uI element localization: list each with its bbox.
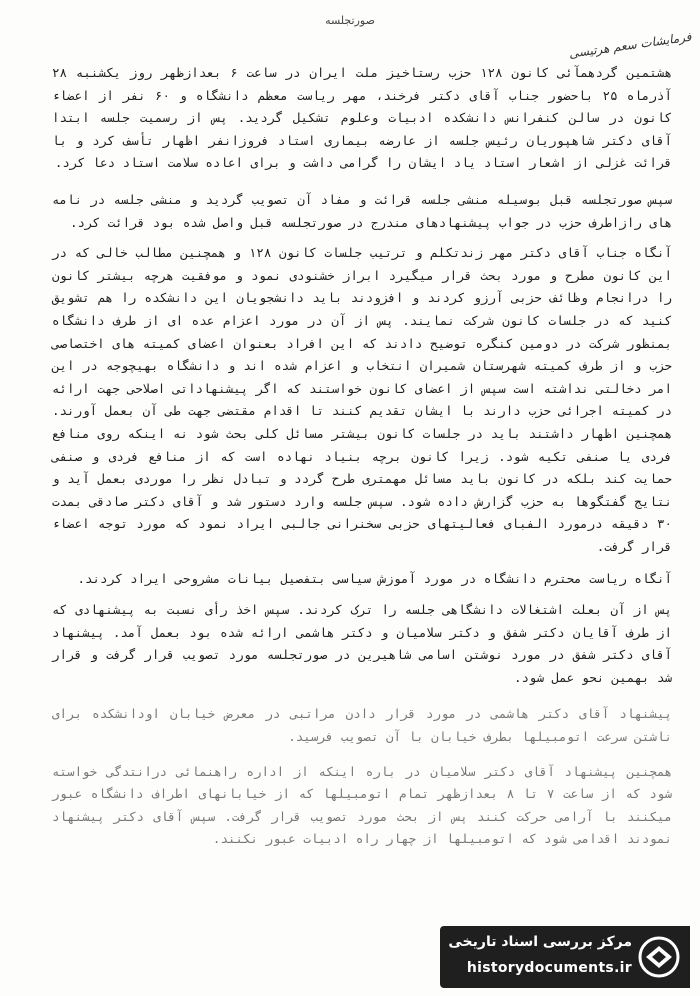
paragraph-opening: هشتمین گردهمآئی کانون ۱۲۸ حزب رستاخیز ملت ایران در ساعت ۶ بعدازظهر روز یکشنبه ۲۸ آذرماه ۲۵ باحضور جناب آقای دکتر فرخند، مهر ریاست معظم دانشگاه و ۶۰ نفر از اعضاء کانون در سالن کنفرانس دانشکده ادبیات وعلوم تشکیل گردید. پس از رسمیت جلسه ابتدا آقای دکتر شاهپوریان رئیس جلسه از عارضه بیماری استاد فروزانفر اظهار تأسف کرد و با قرائت غزلی از اشعار استاد یاد ایشان را گرامی داشت و برای اعاده سلامت استاد دعا کرد. bbox=[52, 65, 672, 171]
paragraph-hashemi-proposal: پیشنهاد آقای دکتر هاشمی در مورد قرار دادن مراتبی در معرض خیابان اودانشکده برای ناشتن سرعت اتومبیلها بطرف خیابان با آن تصویب فرسید. bbox=[52, 706, 672, 745]
archive-watermark-banner bbox=[440, 926, 690, 988]
document-header: صورتجلسه bbox=[325, 14, 375, 27]
paragraph-minutes-read: سپس صورتجلسه قبل بوسیله منشی جلسه قرائت و مفاد آن تصویب گردید و منشی جلسه در نامه های رازاطرف حزب در جواب پیشنهادهای مندرج در صورتجلسه قبل واصل شده بود قرائت کرد. bbox=[52, 191, 672, 230]
paragraph-vote: پس از آن بعلت اشتغالات دانشگاهی جلسه را ترک کردند. سپس اخذ رأی نسبت به پیشنهادی که از طرف آقایان دکتر شفق و دکتر سلامیان و دکتر هاشمی ارائه شده بود بعمل آمد. پیشنهاد آقای دکتر شفق در مورد نوشتن اسامی شاهیرین در صورتجلسه مورد تصویب قرار گرفت و قرار شد بهمین نحو عمل شود. bbox=[52, 602, 672, 685]
archive-stamp-icon bbox=[638, 936, 680, 978]
paragraph-political-education: آنگاه ریاست محترم دانشگاه در مورد آموزش سیاسی بتفصیل بیانات مشروحی ایراد کردند. bbox=[77, 571, 672, 587]
archive-url: historydocuments.ir bbox=[466, 960, 632, 976]
document-body bbox=[52, 62, 672, 851]
archive-title: مرکز بررسی اسناد تاریخی bbox=[448, 934, 632, 950]
paragraph-salamian-proposal: همچنین پیشنهاد آقای دکتر سلامیان در باره اینکه از اداره راهنمائی درانتدگی خواسته شود که از ساعت ۷ تا ۸ بعدازظهر تمام اتومبیلها که از خیابانهای اطراف دانشگاه عبور میکنند با آرامی حرکت کنند پس از بحث مورد تصویب قرار گرفت. سپس آقای دکتر پیشنهاد نمودند اقدامی شود که اتومبیلها از چهار راه ادبیات عبور نکنند. bbox=[52, 763, 673, 847]
handwritten-margin-note: فرمایشات سعم هرتیسی bbox=[567, 29, 693, 61]
paragraph-president-remarks: آنگاه جناب آقای دکتر مهر زندتکلم و ترتیب جلسات کانون ۱۲۸ و همچنین مطالب خالی که در این کانون مطرح و مورد بحث قرار میگیرد ابراز خشنودی نمود و موفقیت هرچه بیشتر کانون را درانجام وظائف حزبی آرزو کردند و افزودند باید دانشجویان این دانشکده را هم تشویق کنید که در جلسات کانون شرکت نمایند. پس از آن در مورد اعزام عده ای از طرف دانشگاه بمنظور شرکت در دومین کنگره توضیح دادند که این افراد بعنوان اعضای کمیته های اختصاصی حزب و از طرف کمیته شهرستان شمیران انتخاب و اعزام شده اند و دانشگاه بهیچوجه در این امر دخالتی نداشته است سپس از اعضای کانون خواستند که اگر پیشنهاداتی اصلاحی جهت ارائه در کمیته اجرائی حزب دارند با ایشان تقدیم کنند تا اقدام مقتضی جهت طی آن بعمل آورند. همچنین اظهار داشتند باید در جلسات کانون بیشتر مسائل کلی بحث شود نه اینکه روی منافع فردی یا صنفی تکیه شود. زیرا کانون برچه بنیاد نهاده است که از منافع فردی و صنفی حمایت کند بلکه در کانون باید مسائل مهمتری طرح گردد و تبادل نظر را موردی بعمل آید و نتایج گفتگوها به حزب گزارش داده شود. سپس جلسه وارد دستور شد و آقای دکتر صادقی بمدت ۳۰ دقیقه درمورد الفبای فعالیتهای حزبی سخنرانی جالبی ایراد نمود که مورد توجه اعضاء قرار گرفت. bbox=[52, 245, 673, 554]
